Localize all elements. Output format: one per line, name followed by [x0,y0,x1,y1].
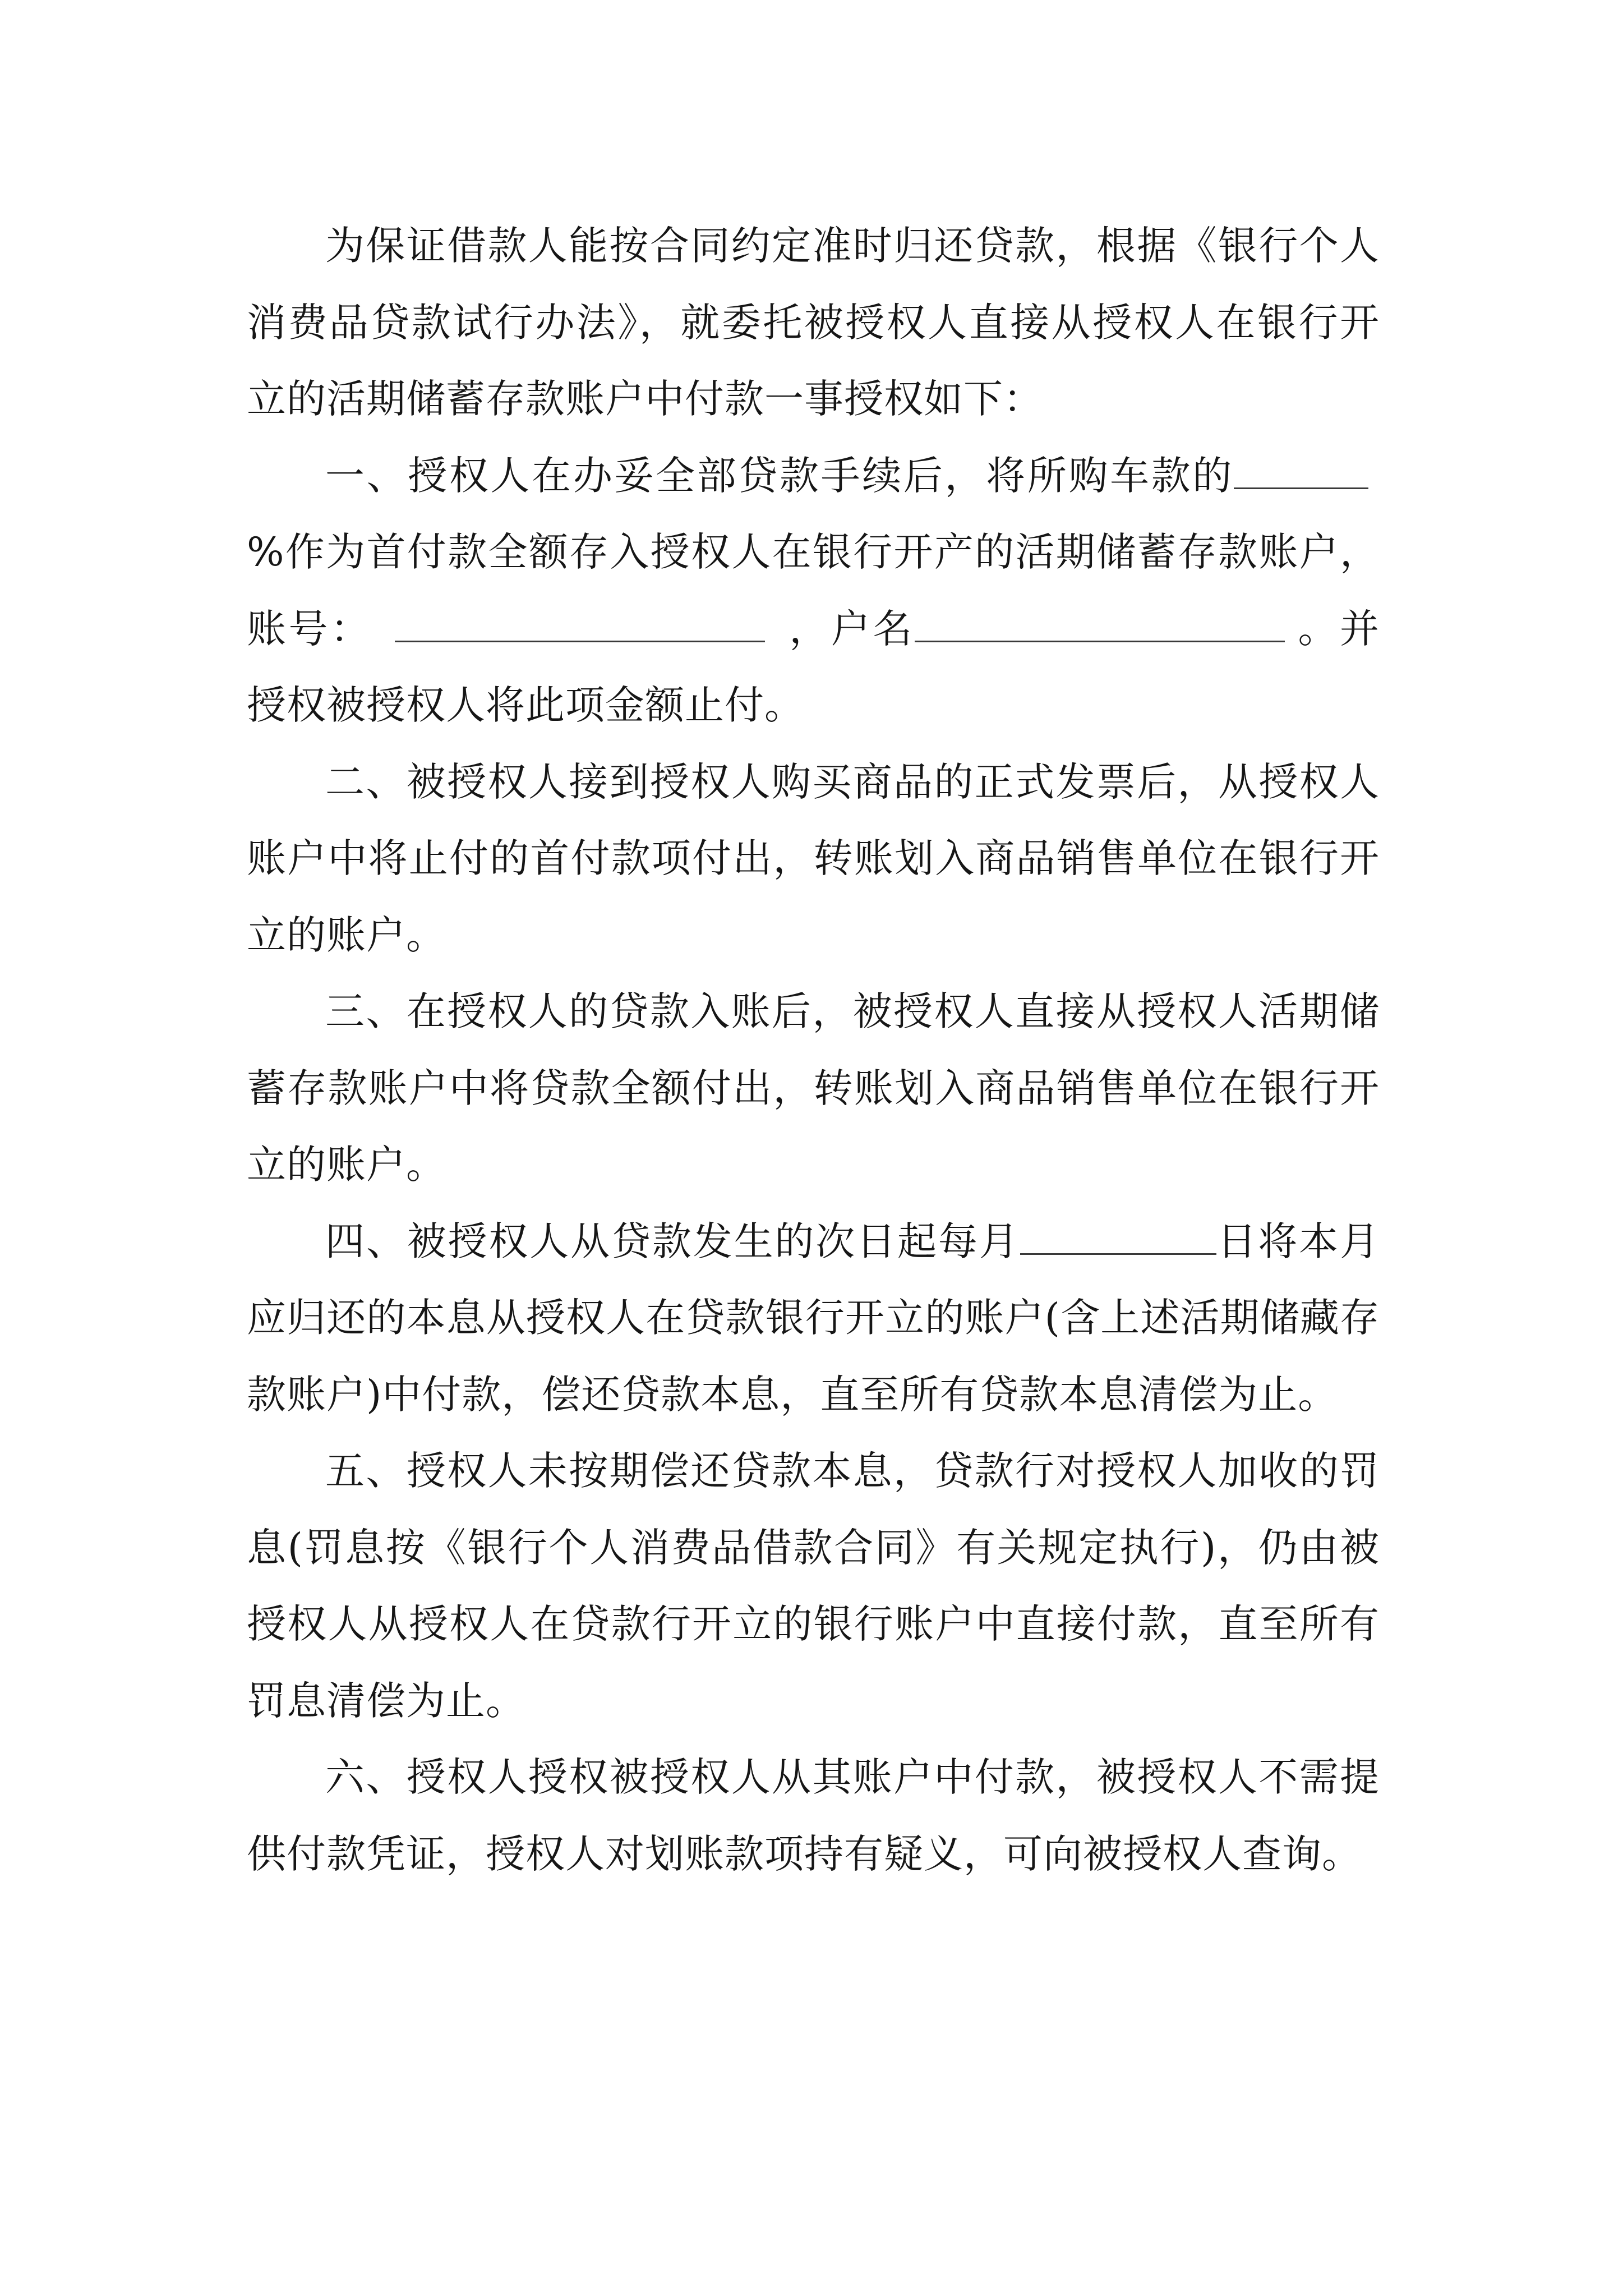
clause-1-text-b: %作为首付款全额存入授权人在银行开产的活期储蓄存款账户，账号： [247,529,1380,652]
clause-4-text-a: 四、被授权人从贷款发生的次日起每月 [325,1218,1020,1264]
clause-6-text: 六、授权人授权被授权人从其账户中付款，被授权人不需提供付款凭证，授权人对划账款项持有疑义，可向被授权人查询。 [247,1754,1380,1877]
payment-day-blank[interactable] [1020,1220,1216,1255]
clause-3 [247,973,1380,1203]
clause-5-text: 五、授权人未按期偿还贷款本息，贷款行对授权人加收的罚息(罚息按《银行个人消费品借款合同》有关规定执行)，仍由被授权人从授权人在贷款行开立的银行账户中直接付款，直至所有罚息清偿为止。 [247,1448,1380,1724]
clause-1 [247,438,1380,744]
clause-1-text-c: ，户名 [787,605,915,652]
document-body [247,208,1380,1892]
clause-2 [247,744,1380,974]
intro-paragraph [247,208,1380,438]
clause-6 [247,1739,1380,1892]
clause-2-text: 二、被授权人接到授权人购买商品的正式发票后，从授权人账户中将止付的首付款项付出，转账划入商品销售单位在银行开立的账户。 [247,758,1380,958]
clause-1-text-a: 一、授权人在办妥全部贷款手续后，将所购车款的 [325,452,1234,499]
clause-1-text-d: 。并授权被授权人将此项金额止付。 [247,605,1380,728]
account-name-blank[interactable] [915,607,1285,642]
clause-3-text: 三、在授权人的贷款入账后，被授权人直接从授权人活期储蓄存款账户中将贷款全额付出，转账划入商品销售单位在银行开立的账户。 [247,988,1380,1188]
percent-blank[interactable] [1234,454,1368,489]
account-number-blank[interactable] [395,607,765,642]
intro-text: 为保证借款人能按合同约定准时归还贷款，根据《银行个人消费品贷款试行办法》，就委托被授权人直接从授权人在银行开立的活期储蓄存款账户中付款一事授权如下： [247,223,1380,422]
clause-4-text-b: 日将本月应归还的本息从授权人在贷款银行开立的账户(含上述活期储藏存款账户)中付款，偿还贷款本息，直至所有贷款本息清偿为止。 [247,1218,1380,1418]
clause-4 [247,1203,1380,1433]
clause-5 [247,1433,1380,1739]
